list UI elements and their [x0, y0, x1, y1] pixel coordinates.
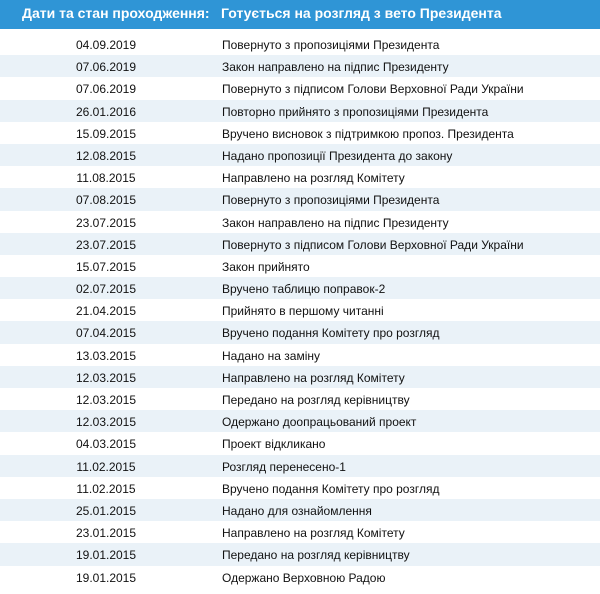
row-status: Закон направлено на підпис Президенту — [222, 215, 449, 230]
row-status: Вручено подання Комітету про розгляд — [222, 326, 440, 341]
table-row — [0, 122, 600, 144]
row-status: Направлено на розгляд Комітету — [222, 171, 405, 186]
table-row — [0, 166, 600, 188]
table-row — [0, 366, 600, 388]
row-date: 21.04.2015 — [75, 304, 137, 319]
row-status: Вручено таблицю поправок-2 — [222, 282, 386, 297]
row-status: Одержано Верховною Радою — [222, 570, 386, 585]
table-row — [0, 477, 600, 499]
row-status: Повторно прийнято з пропозиціями Президента — [222, 104, 489, 119]
row-status: Передано на розгляд керівництву — [222, 548, 410, 563]
row-status: Повернуто з пропозиціями Президента — [222, 193, 440, 208]
row-date: 23.07.2015 — [75, 215, 137, 230]
row-date: 15.09.2015 — [75, 126, 137, 141]
row-date: 19.01.2015 — [75, 548, 137, 563]
row-date: 11.02.2015 — [76, 481, 136, 496]
row-date: 04.03.2015 — [75, 437, 137, 452]
row-status: Повернуто з підписом Голови Верховної Ради України — [222, 237, 524, 252]
row-date: 02.07.2015 — [75, 282, 137, 297]
row-date: 04.09.2019 — [75, 38, 137, 52]
row-date: 07.06.2019 — [75, 82, 137, 97]
table-row — [0, 188, 600, 210]
row-date: 13.03.2015 — [75, 348, 137, 363]
row-status: Надано пропозиції Президента до закону — [222, 148, 453, 163]
table-row — [0, 77, 600, 99]
table-row — [0, 255, 600, 277]
row-date: 23.01.2015 — [75, 526, 137, 541]
row-status: Повернуто з підписом Голови Верховної Ради України — [222, 82, 524, 97]
table-row — [0, 144, 600, 166]
table-row — [0, 521, 600, 543]
table-body — [0, 33, 600, 588]
row-date: 12.03.2015 — [75, 370, 137, 385]
row-date: 25.01.2015 — [75, 503, 137, 518]
column-header-dates: Дати та стан проходження: — [22, 5, 210, 21]
table-row — [0, 410, 600, 432]
row-date: 07.06.2019 — [75, 60, 137, 75]
row-status: Направлено на розгляд Комітету — [222, 526, 405, 541]
row-status: Надано для ознайомлення — [222, 503, 372, 518]
row-date: 12.03.2015 — [75, 393, 137, 407]
table-row — [0, 55, 600, 77]
row-status: Передано на розгляд керівництву — [222, 393, 410, 407]
row-status: Закон прийнято — [222, 259, 310, 274]
table-row — [0, 321, 600, 343]
row-date: 12.03.2015 — [75, 415, 137, 430]
table-row — [0, 211, 600, 233]
table-row — [0, 33, 600, 55]
table-row — [0, 543, 600, 565]
table-row — [0, 299, 600, 321]
row-status: Вручено висновок з підтримкою пропоз. Президента — [222, 126, 514, 141]
table-row — [0, 344, 600, 366]
column-header-status: Готується на розгляд з вето Президента — [221, 5, 502, 21]
row-date: 15.07.2015 — [75, 259, 137, 274]
table-row — [0, 100, 600, 122]
row-date: 11.02.2015 — [76, 459, 136, 474]
table-row — [0, 566, 600, 588]
row-date: 19.01.2015 — [75, 570, 137, 585]
row-status: Направлено на розгляд Комітету — [222, 370, 405, 385]
row-date: 11.08.2015 — [76, 171, 136, 186]
row-date: 26.01.2016 — [75, 104, 137, 119]
row-date: 12.08.2015 — [75, 148, 137, 163]
row-status: Повернуто з пропозиціями Президента — [222, 38, 440, 52]
row-date: 07.08.2015 — [75, 193, 137, 208]
row-date: 23.07.2015 — [75, 237, 137, 252]
table-row — [0, 499, 600, 521]
table-row — [0, 388, 600, 410]
row-status: Прийнято в першому читанні — [222, 304, 384, 319]
row-status: Надано на заміну — [222, 348, 321, 363]
row-date: 07.04.2015 — [75, 326, 137, 341]
table-header — [0, 0, 600, 29]
table-row — [0, 233, 600, 255]
row-status: Проект відкликано — [222, 437, 326, 452]
table-row — [0, 432, 600, 454]
row-status: Розгляд перенесено-1 — [222, 459, 346, 474]
table-row — [0, 455, 600, 477]
row-status: Одержано доопрацьований проект — [222, 415, 417, 430]
row-status: Вручено подання Комітету про розгляд — [222, 481, 440, 496]
table-row — [0, 277, 600, 299]
row-status: Закон направлено на підпис Президенту — [222, 60, 449, 75]
